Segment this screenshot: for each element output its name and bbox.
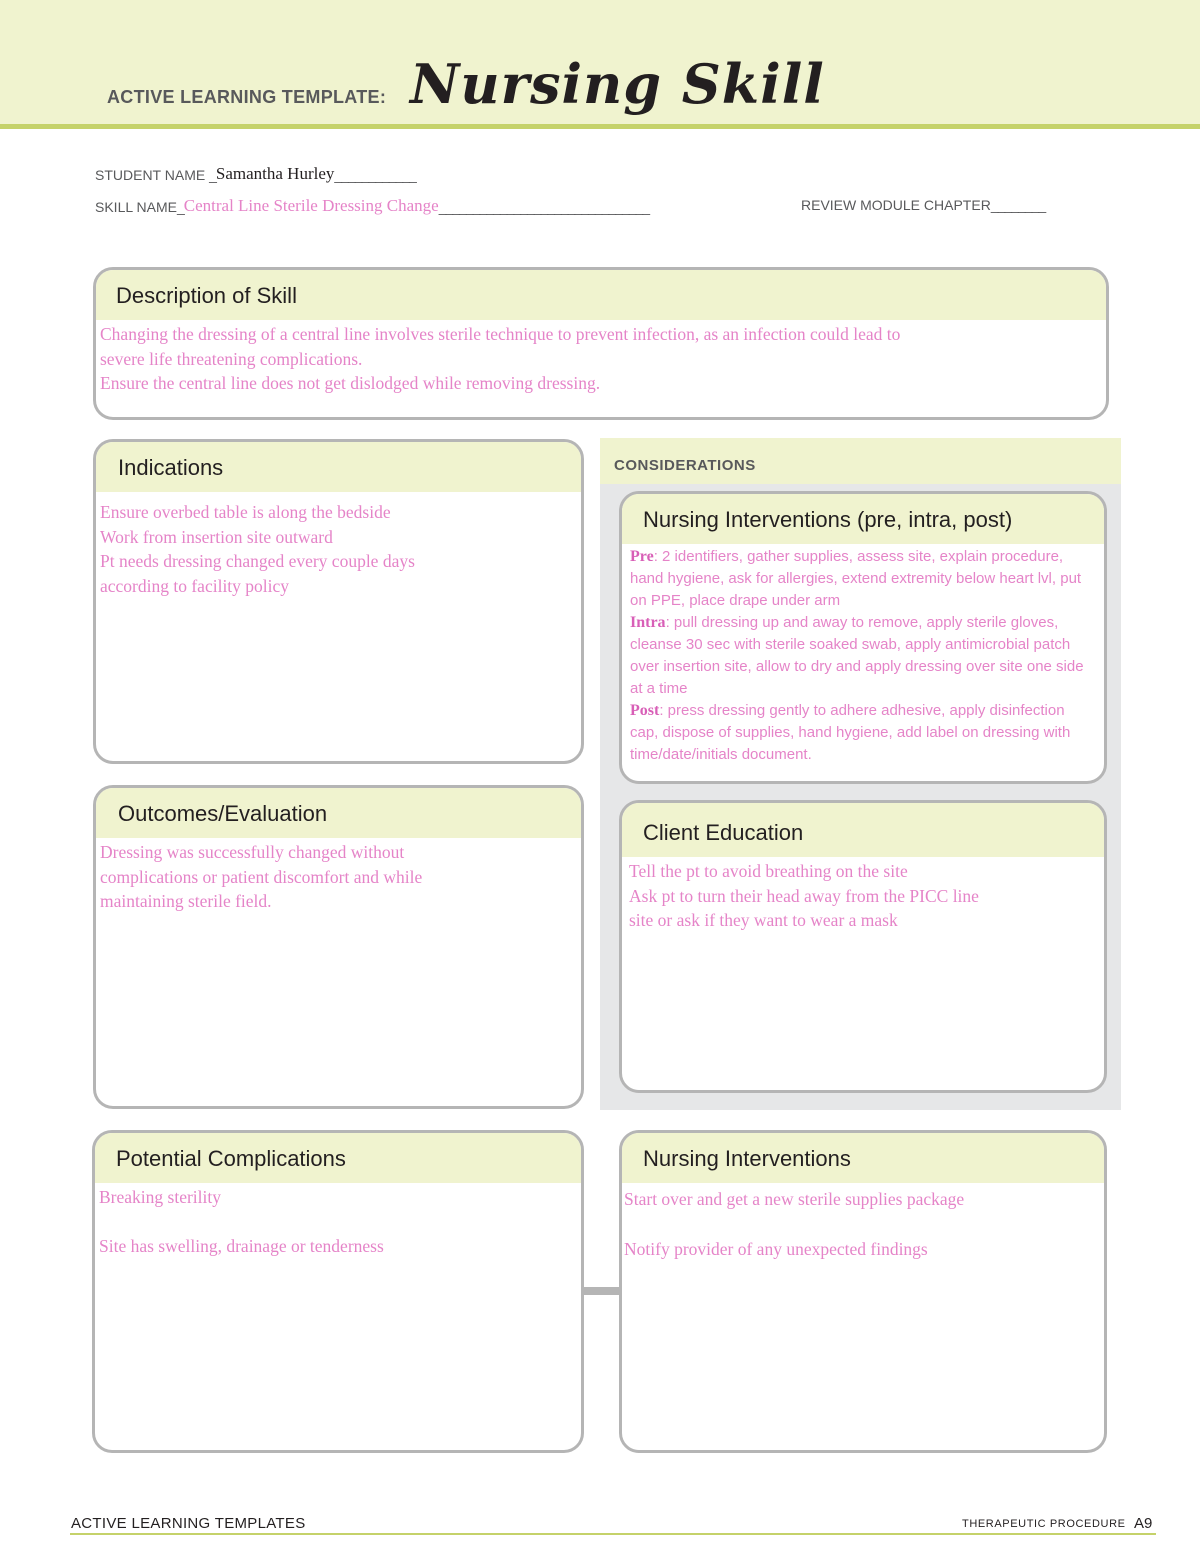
client-education-text[interactable]: Tell the pt to avoid breathing on the site Ask pt to turn their head away from the PICC line site or ask if they want to wear a mask	[629, 861, 979, 930]
indications-box	[93, 439, 584, 764]
outcomes-title: Outcomes/Evaluation	[96, 788, 581, 838]
considerations-title: CONSIDERATIONS	[614, 457, 756, 474]
description-box	[93, 267, 1109, 420]
nursing-interventions-ppp-text[interactable]: Pre: 2 identifiers, gather supplies, assess site, explain procedure, hand hygiene, ask for allergies, extend extremity below heart lvl, put on PPE, place drape under arm Intra: pull dressing up and away to remove, apply sterile gloves, cleanse 30 sec with sterile soaked swab, apply antimicrobial patch over insertion site, allow to dry and apply dressing over site one side at a time Post: press dressing gently to adhere adhesive, apply disinfection cap, dispose of supplies, hand hygiene, add label on dressing with time/date/initials document.	[630, 548, 1084, 763]
connector-bar	[584, 1287, 620, 1295]
skill-name-value[interactable]: Central Line Sterile Dressing Change	[183, 196, 439, 215]
review-module-label: REVIEW MODULE CHAPTER	[801, 197, 991, 213]
complications-box	[92, 1130, 584, 1453]
footer-rule	[70, 1533, 1156, 1535]
description-text[interactable]: Changing the dressing of a central line involves sterile technique to prevent infection, as an infection could lead to severe life threatening complications. Ensure the central line does not get dislodged while removing dressing.	[100, 324, 901, 393]
nursing-interventions-text[interactable]: Start over and get a new sterile supplies package Notify provider of any unexpected findings	[624, 1189, 965, 1259]
client-education-title: Client Education	[622, 803, 1104, 857]
nursing-interventions-box	[619, 1130, 1107, 1453]
indications-text[interactable]: Ensure overbed table is along the bedside Work from insertion site outward Pt needs dressing changed every couple days according to facility policy	[100, 502, 415, 596]
complications-text[interactable]: Breaking sterility Site has swelling, drainage or tenderness	[99, 1187, 384, 1256]
description-title: Description of Skill	[96, 270, 1106, 320]
outcomes-box	[93, 785, 584, 1109]
skill-name-field[interactable]: SKILL NAME_Central Line Sterile Dressing Change_______________________________	[95, 196, 650, 215]
complications-title: Potential Complications	[95, 1133, 581, 1183]
nursing-interventions-ppp-box	[619, 491, 1107, 784]
footer-right: THERAPEUTIC PROCEDURE	[962, 1518, 1126, 1530]
student-name-label: STUDENT NAME	[95, 167, 206, 183]
intra-label: Intra	[630, 614, 666, 631]
nursing-interventions-ppp-title: Nursing Interventions (pre, intra, post)	[622, 494, 1104, 544]
outcomes-text[interactable]: Dressing was successfully changed without complications or patient discomfort and while maintaining sterile field.	[100, 842, 423, 911]
pre-label: Pre	[630, 548, 654, 565]
student-name-value[interactable]: Samantha Hurley	[215, 164, 335, 183]
footer-left: ACTIVE LEARNING TEMPLATES	[71, 1515, 306, 1532]
student-name-field[interactable]: STUDENT NAME _Samantha Hurley____________	[95, 164, 416, 183]
header-rule	[0, 124, 1200, 129]
review-module-field[interactable]: REVIEW MODULE CHAPTER________	[801, 197, 1046, 213]
page-title: Nursing Skill	[410, 52, 825, 116]
indications-title: Indications	[96, 442, 581, 492]
template-label: ACTIVE LEARNING TEMPLATE:	[107, 87, 387, 107]
footer-page-number: A9	[1134, 1515, 1153, 1532]
client-education-box	[619, 800, 1107, 1093]
nursing-interventions-title: Nursing Interventions	[622, 1133, 1104, 1183]
post-label: Post	[630, 702, 660, 719]
skill-name-label: SKILL NAME	[95, 199, 177, 215]
